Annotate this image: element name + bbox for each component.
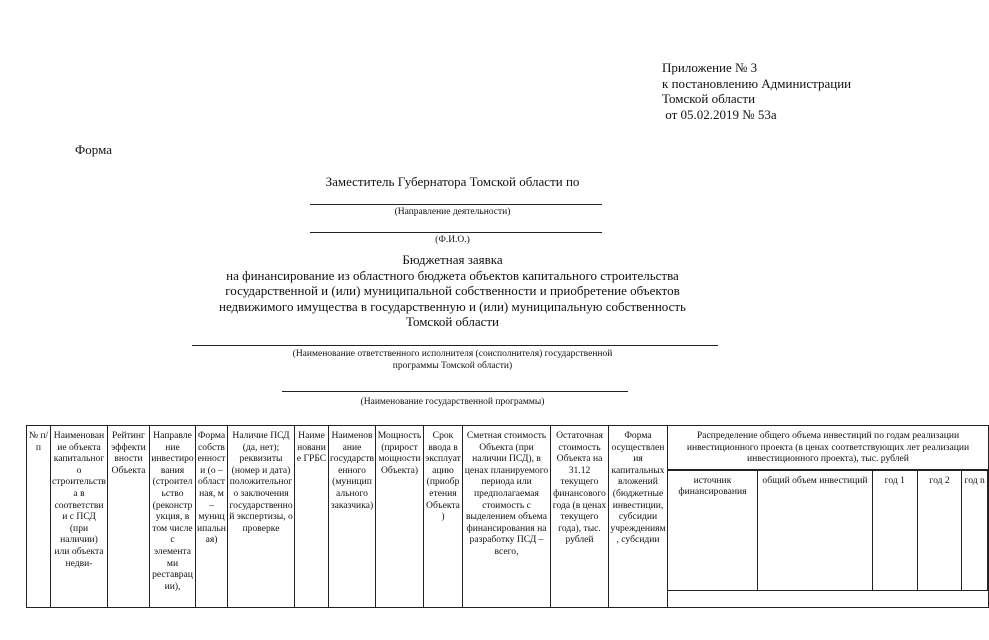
- col-number: № п/п: [27, 426, 51, 608]
- sub-col-yearn: год n: [962, 470, 988, 590]
- sub-col-year2: год 2: [917, 470, 962, 590]
- col-residual-cost: Остаточная стоимость Объекта на 31.12 текущего финансового года (в ценах текущего года), тыс. рублей: [551, 426, 609, 608]
- col-ownership-form: Форма собственности (о – областная, м – муниципальная): [196, 426, 228, 608]
- appendix-line: Томской области: [662, 91, 756, 106]
- col-rating: Рейтинг эффективности Объекта: [108, 426, 150, 608]
- executor-caption-line: (Наименование ответственного исполнителя (соисполнителя) государственной: [292, 349, 613, 359]
- col-distribution: [668, 426, 989, 608]
- col-grbs: Наименование ГРБС: [295, 426, 329, 608]
- document-title: [0, 252, 905, 330]
- col-customer: Наименование государственного (муниципального заказчика): [329, 426, 376, 608]
- appendix-line: от 05.02.2019 № 53а: [662, 106, 777, 122]
- title-line: государственной и (или) муниципальной собственности и приобретение объектов: [225, 283, 680, 298]
- title-line: Томской области: [405, 314, 500, 329]
- executor-caption-line: программы Томской области): [392, 361, 513, 371]
- appendix-block: [662, 60, 851, 122]
- sub-col-total: общий объем инвестиций: [757, 470, 872, 590]
- fio-caption: (Ф.И.О.): [435, 235, 470, 245]
- executor-caption: [0, 348, 905, 372]
- col-estimated-cost: Сметная стоимость Объекта (при наличии ПСД), в ценах планируемого периода или предполагаемая стоимость с выделением объема финансирования на разработку ПСД – всего,: [463, 426, 551, 608]
- sub-col-source: источник финансирования: [668, 470, 757, 590]
- form-label: Форма: [75, 142, 112, 157]
- title-line: на финансирование из областного бюджета объектов капитального строительства: [226, 267, 679, 283]
- appendix-line: к постановлению Администрации: [662, 75, 852, 91]
- col-psd: Наличие ПСД (да, нет); реквизиты (номер и дата) положительного заключения государственной экспертизы, о проверке: [228, 426, 295, 608]
- program-caption: (Наименование государственной программы): [360, 397, 545, 407]
- col-object-name: Наименование объекта капитального строительства в соответствии с ПСД (при наличии) или объекта недви-: [51, 426, 108, 608]
- title-line: Бюджетная заявка: [402, 252, 503, 267]
- direction-line: [310, 204, 602, 205]
- fio-line: [310, 232, 602, 233]
- col-capacity: Мощность (прирост мощности Объекта): [376, 426, 424, 608]
- executor-line: [192, 345, 718, 346]
- budget-request-table: [26, 425, 989, 608]
- distribution-subtable: [668, 470, 988, 591]
- deputy-title: Заместитель Губернатора Томской области по: [325, 174, 580, 189]
- direction-caption: (Направление деятельности): [394, 207, 511, 217]
- distribution-header: Распределение общего объема инвестиций по годам реализации инвестиционного проекта (в ценах соответствующих лет реализации инвестиционного проекта), тыс. рублей: [668, 426, 988, 470]
- appendix-line: Приложение № 3: [662, 60, 758, 75]
- col-investment-form: Форма осуществления капитальных вложений (бюджетные инвестиции, субсидии учреждениям, субсидии: [609, 426, 668, 608]
- col-investment-direction: Направление инвестирования (строительство (реконструкция, в том числе с элементами реставрации),: [150, 426, 196, 608]
- title-line: недвижимого имущества в государственную и (или) муниципальную собственность: [219, 298, 686, 314]
- sub-col-year1: год 1: [872, 470, 917, 590]
- program-line: [282, 391, 628, 392]
- col-commissioning: Срок ввода в эксплуатацию (приобретения Объекта): [424, 426, 463, 608]
